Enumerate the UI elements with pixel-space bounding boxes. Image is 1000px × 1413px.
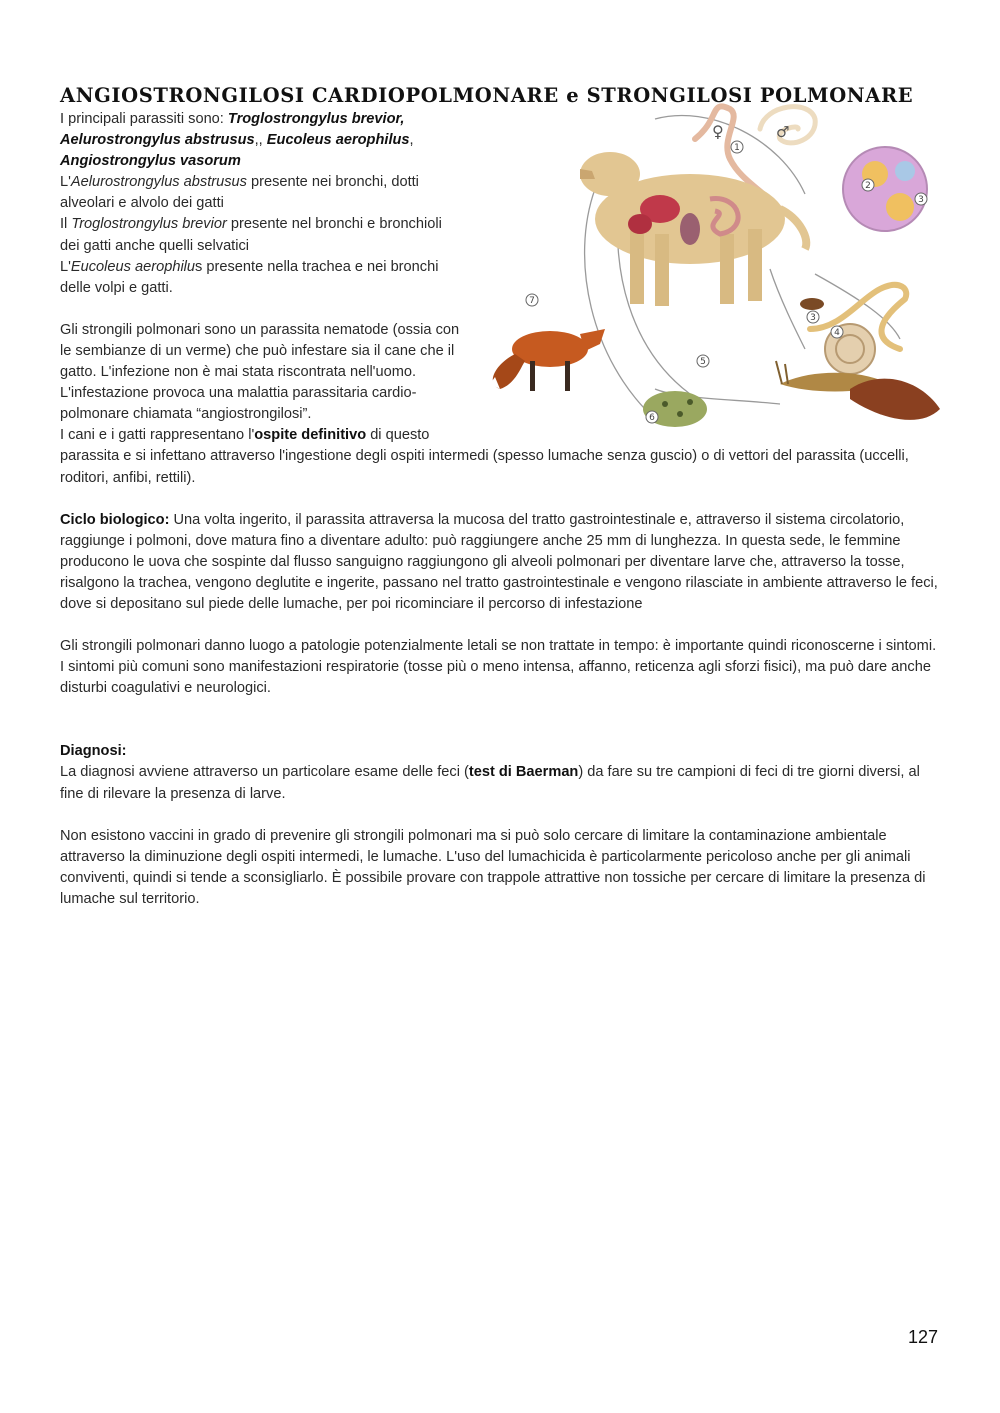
intro-line-troglostrongylus: Il Troglostrongylus brevior presente nel bronchi e bronchioli dei gatti anche quelli selvatici	[60, 216, 442, 254]
female-symbol: ♀	[712, 122, 724, 141]
step-label-2: 2	[865, 181, 871, 191]
step-label-1: 1	[734, 143, 740, 153]
cycle-arrow	[770, 269, 805, 349]
step-label-3: 3	[918, 195, 924, 205]
term-ospite-definitivo: ospite definitivo	[254, 427, 367, 444]
male-symbol: ♂	[776, 123, 790, 141]
fox-illustration	[490, 329, 605, 391]
dog-illustration	[580, 152, 806, 306]
step-label-5: 5	[700, 357, 706, 367]
step-label-3b: 3	[810, 313, 816, 323]
paragraph-ciclo-biologico: Ciclo biologico: Una volta ingerito, il parassita attraversa la mucosa del tratto gastrointestinale e, attraverso il sistema circolatorio, raggiunge i polmoni, dove matura fino a diventare adulto: può raggiungere anche 25 mm di lunghezza. In questa sede, le femmine producono le uova che sospinte dal flusso sanguigno raggiungono gli alveoli polmonari per diventare larve che, attraverso la tosse, risalgono la trachea, vengono deglutite e ingerite, passano nel tratto gastrointestinale e vengono rilasciate in ambiente attraverso le feci, dove si depositano sul piede delle lumache, per poi ricominciare il percorso di infestazione	[60, 511, 938, 612]
term-test-baerman: test di Baerman	[468, 764, 579, 781]
document-page	[60, 82, 940, 910]
paragraph-ospite: I cani e i gatti rappresentano l'ospite definitivo di questo parassita e si infettano attraverso l'ingestione degli ospiti intermedi (spesso lumache senza guscio) o di vettori del parassita (uccelli, roditori, anfibi, rettili).	[60, 427, 909, 486]
diagnosi-heading: Diagnosi:	[60, 743, 127, 760]
step-label-6: 6	[649, 413, 655, 423]
paragraph-strongili: Gli strongili polmonari sono un parassita nematode (ossia con le sembianze di un verme) che può infestare sia il cane che il gatto. L'infezione non è mai stata riscontrata nell'uomo. L'infestazione provoca una malattia parassitaria cardio-polmonare chiamata “angiostrongilosi”.	[60, 321, 460, 423]
species-angiostrongylus: Angiostrongylus vasorum	[60, 153, 241, 170]
species-troglostrongylus: Troglostrongylus brevior,	[227, 111, 405, 127]
paragraph-diagnosi: La diagnosi avviene attraverso un particolare esame delle feci (test di Baerman) da fare su tre campioni di feci di tre giorni diversi, al fine di rilevare la presenza di larve.	[60, 764, 920, 802]
step-label-4: 4	[834, 328, 840, 338]
magnified-lung-tissue	[843, 147, 927, 231]
slug-illustration	[850, 379, 940, 420]
species-aelurostrongylus: Aelurostrongylus abstrusus	[60, 132, 255, 149]
feces	[800, 298, 824, 310]
intro-line-aelurostrongylus: L'Aelurostrongylus abstrusus presente nei bronchi, dotti alveolari e alvolo dei gatti	[60, 174, 419, 212]
life-cycle-illustration	[480, 99, 948, 437]
intro-line-eucoleus: L'Eucoleus aerophilus presente nella trachea e nei bronchi delle volpi e gatti.	[60, 258, 439, 296]
page-number: 127	[907, 1327, 938, 1347]
step-label-7: 7	[529, 296, 535, 306]
paragraph-prevenzione: Non esistono vaccini in grado di prevenire gli strongili polmonari ma si può solo cercare di limitare la contaminazione ambientale attraverso la diminuzione degli ospiti intermedi, le lumache. L'uso del lumachicida è particolarmente pericoloso anche per gli animali conviventi, quindi si tende a sconsigliarlo. È possibile provare con trappole attrattive non tossiche per cercare di limitare la presenza di lumache sul territorio.	[60, 827, 926, 907]
paragraph-sintomi: Gli strongili polmonari danno luogo a patologie potenzialmente letali se non trattate in tempo: è importante quindi riconoscerne i sintomi. I sintomi più comuni sono manifestazioni respiratorie (tosse più o meno intensa, affanno, reticenza agli sforzi fisici), ma può dare anche disturbi coagulativi e neurologici.	[60, 638, 937, 697]
intro-parasites: I principali parassiti sono: Troglostrongylus brevior, Aelurostrongylus abstrusus,, Eucoleus aerophilus, Angiostrongylus vasorum	[60, 111, 414, 170]
species-eucoleus: Eucoleus aerophilus	[266, 132, 410, 149]
label-ciclo-biologico: Ciclo biologico:	[60, 511, 170, 528]
page-title: ANGIOSTRONGILOSI CARDIOPOLMONARE e STRONGILOSI POLMONARE	[60, 84, 914, 107]
